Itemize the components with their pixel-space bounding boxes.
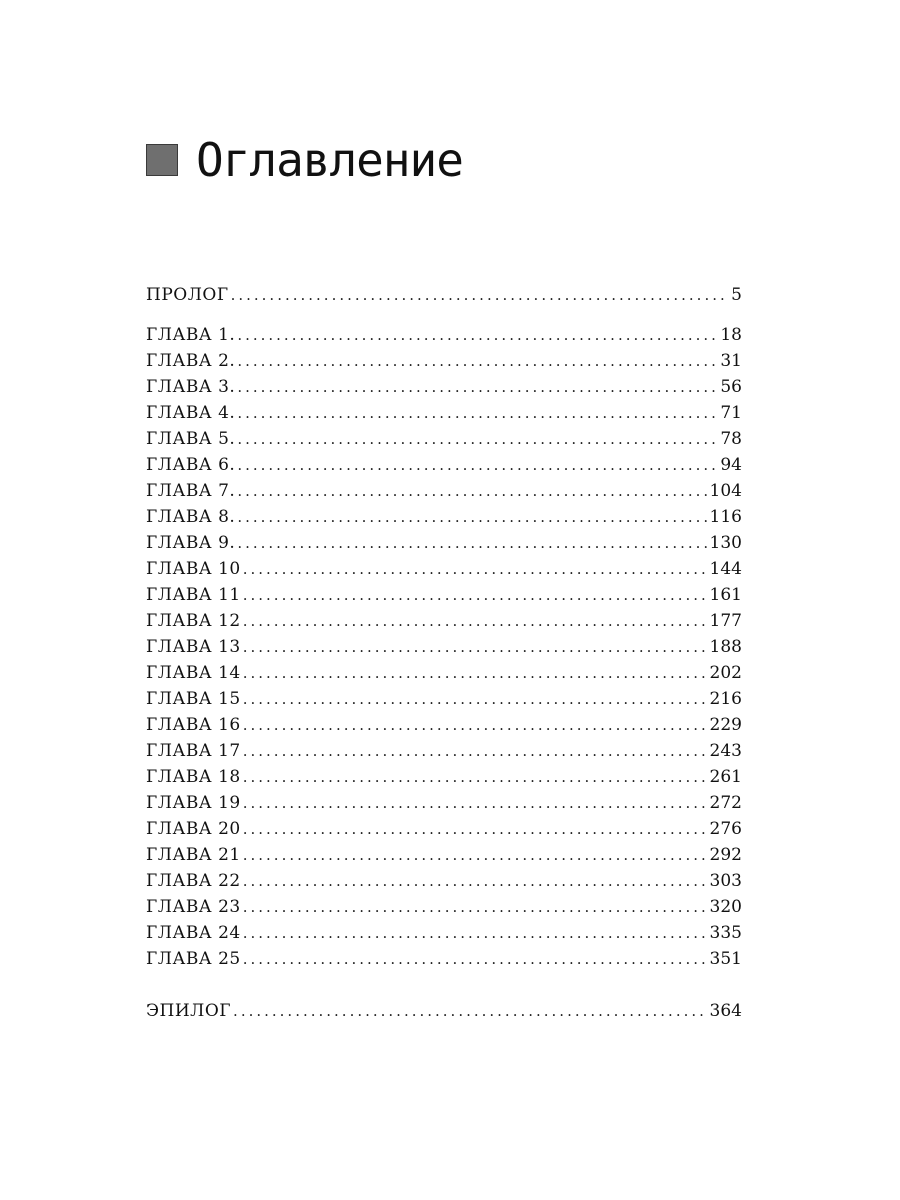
toc-entry-page: 5 [731,285,742,305]
toc-entry-page: 130 [709,533,742,553]
toc-entry-label: ГЛАВА 4. [146,403,236,423]
toc-entry-page: 351 [709,949,742,969]
toc-entry-label: ПРОЛОГ [146,285,229,305]
toc-entry-chapter[interactable] [146,764,742,790]
toc-entry-page: 18 [720,325,742,345]
toc-entry-page: 229 [709,715,742,735]
dot-leader [237,504,707,530]
toc-entry-prologue[interactable] [146,282,742,308]
toc-entry-label: ГЛАВА 8. [146,507,236,527]
dot-leader [243,686,708,712]
toc-entry-label: ГЛАВА 10 [146,559,241,579]
toc-entry-chapter[interactable] [146,374,742,400]
toc-entry-label: ГЛАВА 2. [146,351,236,371]
dot-leader [243,790,708,816]
toc-entry-label: ГЛАВА 3. [146,377,236,397]
toc-entry-label: ГЛАВА 18 [146,767,241,787]
dot-leader [237,530,707,556]
dot-leader [231,282,730,308]
toc-entry-label: ГЛАВА 9. [146,533,236,553]
toc-entry-chapter[interactable] [146,556,742,582]
toc-entry-page: 335 [709,923,742,943]
toc-entry-label: ГЛАВА 15 [146,689,241,709]
dot-leader [243,920,708,946]
square-bullet-icon [146,144,178,176]
toc-entry-chapter[interactable] [146,868,742,894]
dot-leader [233,998,708,1024]
toc-entry-page: 71 [720,403,742,423]
dot-leader [237,400,718,426]
dot-leader [243,764,708,790]
toc-entry-epilogue[interactable] [146,998,742,1024]
toc-entry-page: 364 [709,1001,742,1021]
toc-entry-chapter[interactable] [146,400,742,426]
toc-entry-chapter[interactable] [146,842,742,868]
toc-entry-page: 216 [709,689,742,709]
toc-entry-chapter[interactable] [146,790,742,816]
toc-entry-page: 243 [709,741,742,761]
toc-heading [146,132,463,188]
toc-entry-label: ГЛАВА 13 [146,637,241,657]
dot-leader [237,374,718,400]
dot-leader [243,842,708,868]
toc-entry-chapter[interactable] [146,322,742,348]
toc-entry-page: 303 [709,871,742,891]
toc-entry-chapter[interactable] [146,660,742,686]
toc-entry-page: 272 [709,793,742,813]
toc-entry-chapter[interactable] [146,816,742,842]
chapter-list [146,322,742,972]
toc-entry-chapter[interactable] [146,426,742,452]
toc-entry-label: ГЛАВА 7. [146,481,236,501]
toc-entry-label: ГЛАВА 12 [146,611,241,631]
toc-entry-chapter[interactable] [146,920,742,946]
toc-entry-label: ГЛАВА 17 [146,741,241,761]
dot-leader [243,894,708,920]
toc-entry-page: 31 [720,351,742,371]
toc-entry-label: ГЛАВА 6. [146,455,236,475]
dot-leader [243,556,708,582]
toc-entry-chapter[interactable] [146,530,742,556]
toc-entry-label: ГЛАВА 22 [146,871,241,891]
toc-entry-chapter[interactable] [146,348,742,374]
dot-leader [237,478,707,504]
toc-entry-label: ГЛАВА 20 [146,819,241,839]
dot-leader [243,608,708,634]
toc-entry-label: ГЛАВА 1. [146,325,236,345]
toc-entry-chapter[interactable] [146,582,742,608]
dot-leader [243,816,708,842]
dot-leader [237,322,718,348]
toc-entry-label: ГЛАВА 5. [146,429,236,449]
toc-entry-page: 261 [709,767,742,787]
toc-entry-label: ГЛАВА 19 [146,793,241,813]
toc-entry-chapter[interactable] [146,712,742,738]
toc-entry-chapter[interactable] [146,634,742,660]
toc-entry-page: 276 [709,819,742,839]
dot-leader [243,582,708,608]
toc-entry-chapter[interactable] [146,894,742,920]
toc-entry-page: 202 [709,663,742,683]
toc-entry-label: ГЛАВА 25 [146,949,241,969]
toc-entry-page: 78 [720,429,742,449]
toc-entry-page: 116 [709,507,742,527]
toc-entry-page: 177 [709,611,742,631]
toc-entry-chapter[interactable] [146,452,742,478]
dot-leader [237,348,718,374]
dot-leader [243,634,708,660]
toc-entry-page: 292 [709,845,742,865]
dot-leader [243,868,708,894]
dot-leader [237,426,718,452]
toc-entry-page: 188 [709,637,742,657]
dot-leader [243,946,708,972]
toc-entry-label: ГЛАВА 24 [146,923,241,943]
toc-entry-chapter[interactable] [146,738,742,764]
toc-entry-page: 104 [709,481,742,501]
toc-entry-label: ГЛАВА 21 [146,845,241,865]
toc-entry-label: ГЛАВА 16 [146,715,241,735]
toc-entry-page: 56 [720,377,742,397]
dot-leader [243,660,708,686]
toc-entry-label: ЭПИЛОГ [146,1001,232,1021]
toc-entry-page: 144 [709,559,742,579]
toc-entry-chapter[interactable] [146,478,742,504]
toc-entry-chapter[interactable] [146,504,742,530]
toc-entry-page: 94 [720,455,742,475]
toc-entry-chapter[interactable] [146,946,742,972]
toc-entry-label: ГЛАВА 23 [146,897,241,917]
dot-leader [237,452,718,478]
dot-leader [243,738,708,764]
dot-leader [243,712,708,738]
toc-entry-page: 161 [709,585,742,605]
toc-entry-label: ГЛАВА 11 [146,585,241,605]
toc-entry-chapter[interactable] [146,608,742,634]
toc-entry-page: 320 [709,897,742,917]
table-of-contents [146,282,742,1024]
toc-entry-chapter[interactable] [146,686,742,712]
toc-entry-label: ГЛАВА 14 [146,663,241,683]
page-title: Оглавление [196,133,463,187]
